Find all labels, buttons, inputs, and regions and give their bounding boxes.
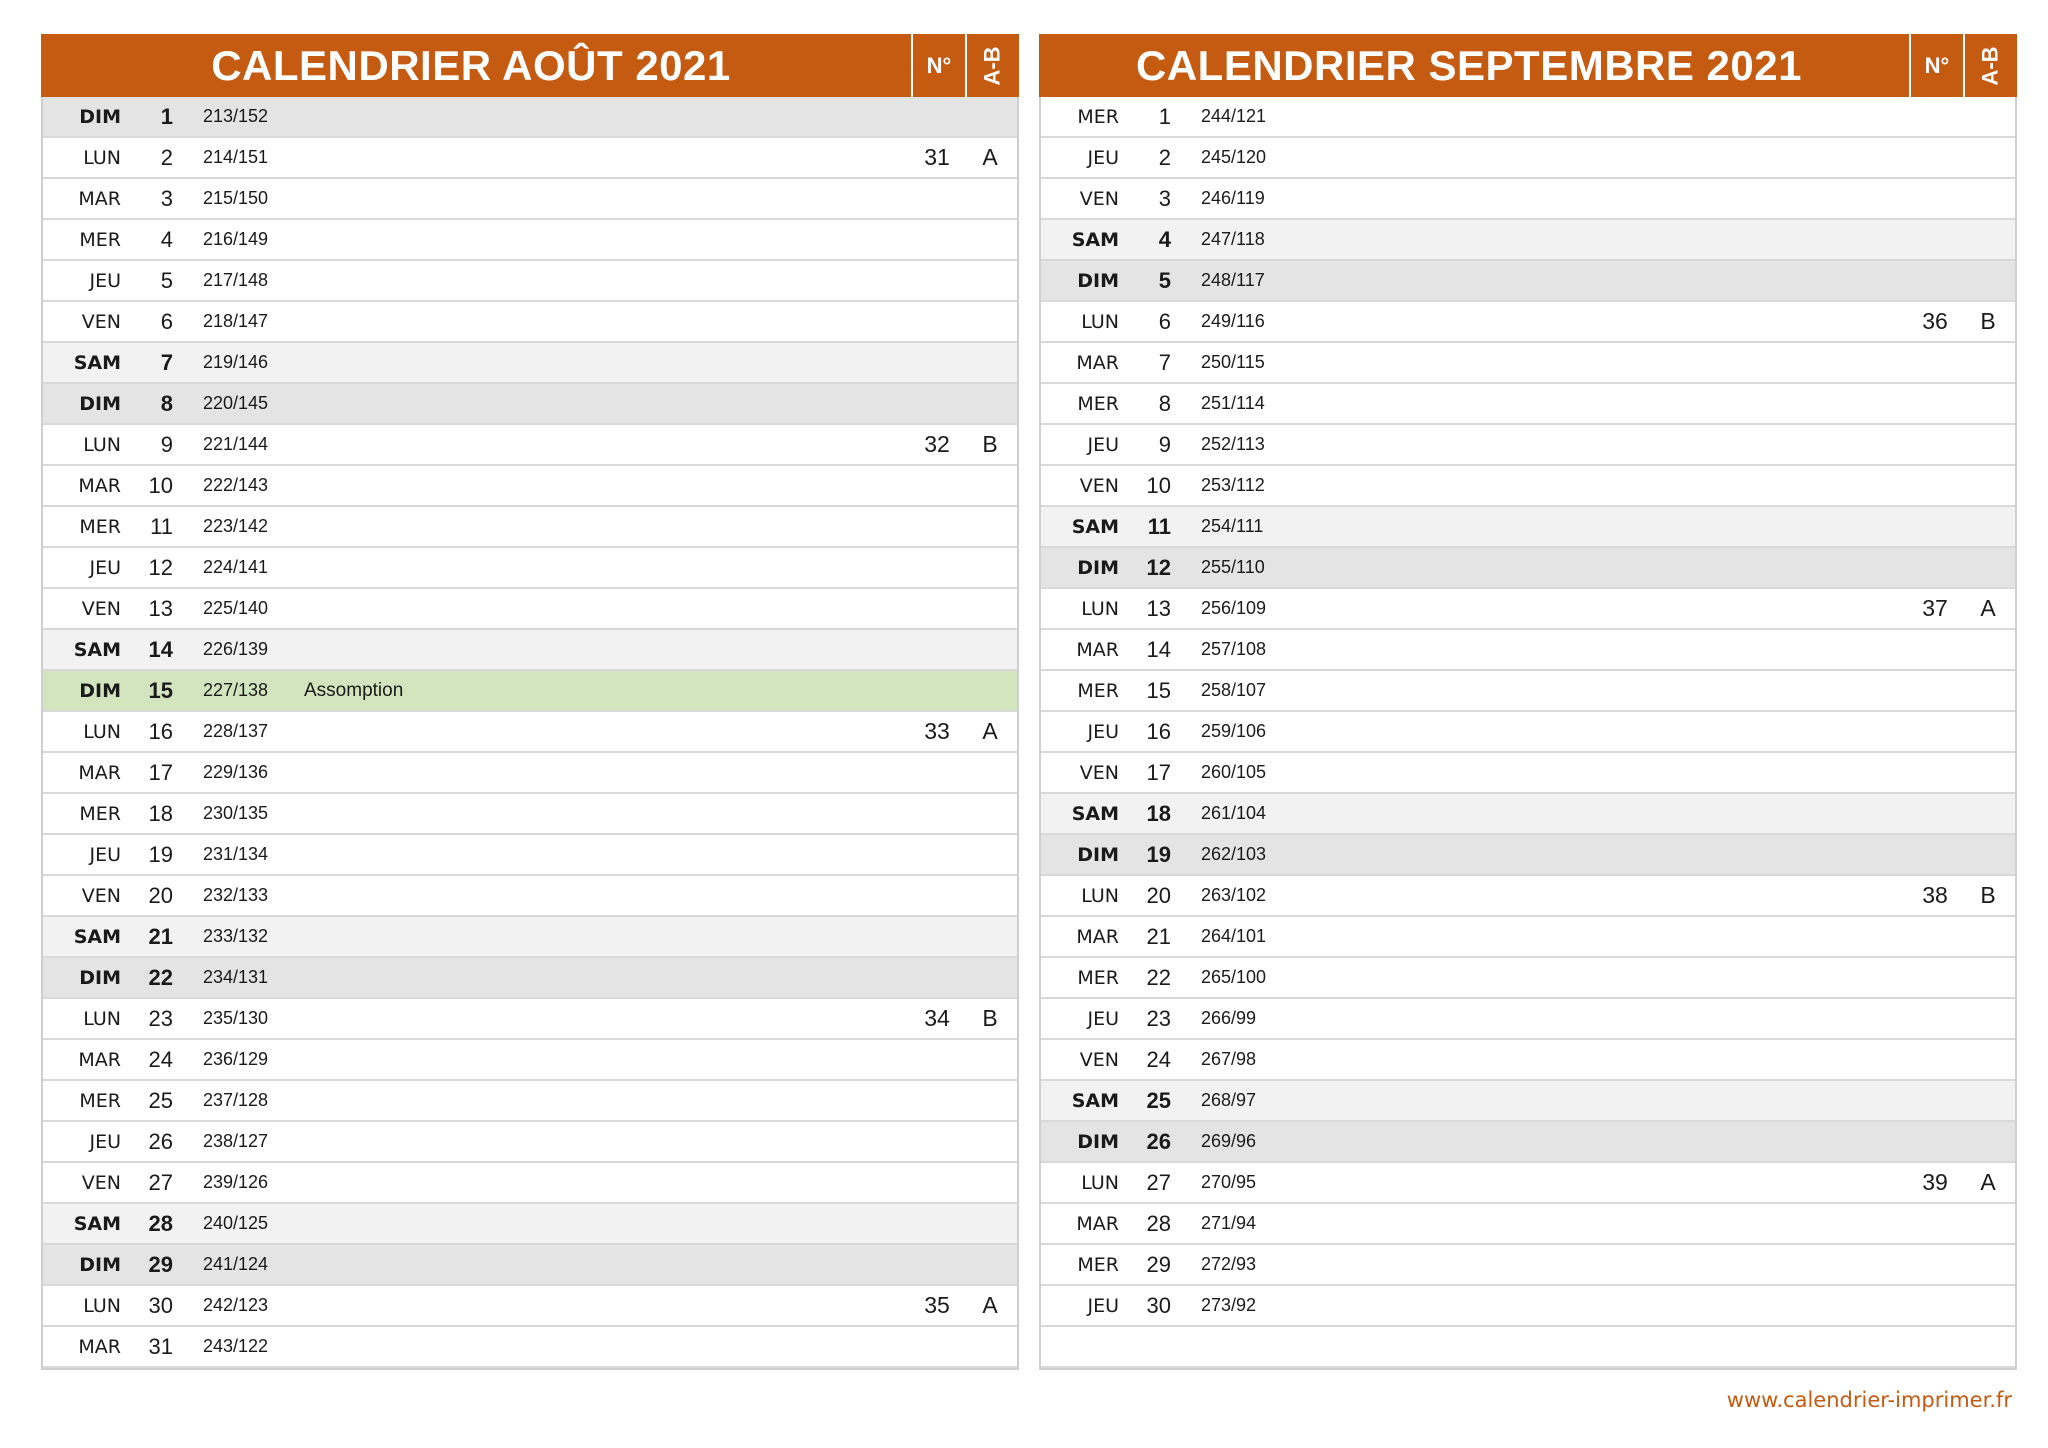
day-name: VEN <box>81 310 121 333</box>
day-number: 31 <box>148 1333 173 1359</box>
day-name: LUN <box>83 720 121 743</box>
day-number: 19 <box>1146 841 1171 867</box>
day-of-year: 264/101 <box>1201 926 1267 946</box>
day-name: MER <box>1077 679 1119 702</box>
day-name: SAM <box>1071 515 1119 538</box>
ab-week-header: A-B <box>965 34 1019 97</box>
day-number: 6 <box>1158 308 1171 334</box>
day-row <box>1041 1040 2015 1081</box>
day-name: DIM <box>79 679 121 702</box>
day-of-year: 220/145 <box>203 393 269 413</box>
footer-url[interactable]: www.calendrier-imprimer.fr <box>1726 1388 2012 1412</box>
day-of-year: 244/121 <box>1201 106 1267 126</box>
day-name: MER <box>1077 105 1119 128</box>
day-number: 21 <box>148 923 173 949</box>
day-of-year: 215/150 <box>203 188 269 208</box>
day-number: 8 <box>160 390 173 416</box>
day-name: VEN <box>81 1171 121 1194</box>
day-name: MAR <box>1076 1212 1119 1235</box>
day-row <box>1041 548 2015 589</box>
day-number: 29 <box>1146 1251 1171 1277</box>
day-row <box>1041 999 2015 1040</box>
day-of-year: 254/111 <box>1201 516 1264 536</box>
day-row <box>1041 179 2015 220</box>
day-of-year: 252/113 <box>1201 434 1265 454</box>
day-name: JEU <box>1087 146 1119 169</box>
day-row <box>1041 261 2015 302</box>
day-of-year: 243/122 <box>203 1336 269 1356</box>
day-number: 26 <box>148 1128 173 1154</box>
day-name: VEN <box>1079 474 1119 497</box>
day-row <box>1041 220 2015 261</box>
day-row <box>1041 425 2015 466</box>
day-name: MAR <box>1076 638 1119 661</box>
week-number: 38 <box>1922 882 1948 908</box>
day-of-year: 232/133 <box>203 885 269 905</box>
day-row <box>1041 1286 2015 1327</box>
day-number: 3 <box>1158 185 1171 211</box>
day-number: 17 <box>148 759 173 785</box>
day-number: 16 <box>148 718 173 744</box>
day-name: JEU <box>89 556 121 579</box>
day-number: 23 <box>1146 1005 1171 1031</box>
day-name: SAM <box>73 925 121 948</box>
week-number: 36 <box>1922 308 1948 334</box>
day-row <box>1041 712 2015 753</box>
day-row <box>43 712 1017 753</box>
day-row <box>43 589 1017 630</box>
day-of-year: 225/140 <box>203 598 269 618</box>
day-number: 28 <box>1146 1210 1171 1236</box>
day-number: 2 <box>160 144 173 170</box>
day-of-year: 259/106 <box>1201 721 1267 741</box>
day-name: JEU <box>1087 433 1119 456</box>
day-name: MAR <box>78 1048 121 1071</box>
day-number: 5 <box>160 267 173 293</box>
day-name: DIM <box>79 105 121 128</box>
day-name: VEN <box>81 884 121 907</box>
day-number: 16 <box>1146 718 1171 744</box>
day-number: 23 <box>148 1005 173 1031</box>
day-row <box>43 794 1017 835</box>
day-name: MER <box>1077 966 1119 989</box>
day-number: 4 <box>160 226 173 252</box>
day-name: MER <box>1077 392 1119 415</box>
day-row <box>43 876 1017 917</box>
day-name: SAM <box>73 638 121 661</box>
day-name: JEU <box>89 269 121 292</box>
day-row <box>1041 507 2015 548</box>
day-row <box>43 425 1017 466</box>
day-name: DIM <box>79 966 121 989</box>
day-of-year: 250/115 <box>1201 352 1265 372</box>
day-of-year: 239/126 <box>203 1172 269 1192</box>
day-of-year: 229/136 <box>203 762 269 782</box>
ab-week: B <box>982 1005 998 1031</box>
week-number: 39 <box>1922 1169 1948 1195</box>
day-number: 2 <box>1158 144 1171 170</box>
day-name: JEU <box>1087 1007 1119 1030</box>
day-of-year: 249/116 <box>1201 311 1265 331</box>
day-row <box>1041 958 2015 999</box>
day-number: 29 <box>148 1251 173 1277</box>
day-name: VEN <box>1079 187 1119 210</box>
week-number-header: N° <box>1909 34 1963 97</box>
day-of-year: 270/95 <box>1201 1172 1257 1192</box>
day-name: MAR <box>1076 925 1119 948</box>
day-name: DIM <box>79 392 121 415</box>
day-row <box>43 548 1017 589</box>
day-of-year: 216/149 <box>203 229 269 249</box>
day-of-year: 251/114 <box>1201 393 1265 413</box>
day-row <box>43 835 1017 876</box>
day-of-year: 222/143 <box>203 475 269 495</box>
day-of-year: 238/127 <box>203 1131 269 1151</box>
day-of-year: 223/142 <box>203 516 269 536</box>
ab-week: A <box>982 1292 998 1318</box>
day-number: 22 <box>148 964 173 990</box>
day-of-year: 230/135 <box>203 803 269 823</box>
ab-week: B <box>1980 882 1996 908</box>
day-of-year: 262/103 <box>1201 844 1267 864</box>
day-name: MAR <box>78 474 121 497</box>
day-of-year: 219/146 <box>203 352 269 372</box>
day-number: 7 <box>1158 349 1171 375</box>
day-name: DIM <box>1077 1130 1119 1153</box>
day-number: 5 <box>1158 267 1171 293</box>
day-number: 28 <box>148 1210 173 1236</box>
day-row <box>43 1286 1017 1327</box>
day-name: JEU <box>89 1130 121 1153</box>
day-row <box>43 384 1017 425</box>
day-number: 27 <box>148 1169 173 1195</box>
day-name: LUN <box>83 433 121 456</box>
day-row <box>43 753 1017 794</box>
day-row <box>43 917 1017 958</box>
day-of-year: 257/108 <box>1201 639 1267 659</box>
day-row <box>43 302 1017 343</box>
day-row <box>43 1081 1017 1122</box>
ab-week: A <box>1980 595 1996 621</box>
day-row <box>43 1122 1017 1163</box>
day-name: SAM <box>1071 802 1119 825</box>
day-number: 9 <box>160 431 173 457</box>
day-of-year: 256/109 <box>1201 598 1267 618</box>
week-number: 32 <box>924 431 950 457</box>
day-name: SAM <box>1071 228 1119 251</box>
day-row <box>43 343 1017 384</box>
day-row <box>43 671 1017 712</box>
day-number: 17 <box>1146 759 1171 785</box>
day-row <box>1041 794 2015 835</box>
day-of-year: 221/144 <box>203 434 269 454</box>
day-of-year: 218/147 <box>203 311 269 331</box>
day-number: 11 <box>150 513 173 539</box>
day-number: 12 <box>148 554 173 580</box>
day-number: 30 <box>1146 1292 1171 1318</box>
day-name: LUN <box>1081 310 1119 333</box>
day-of-year: 242/123 <box>203 1295 269 1315</box>
day-of-year: 266/99 <box>1201 1008 1257 1028</box>
day-row <box>43 958 1017 999</box>
day-number: 9 <box>1158 431 1171 457</box>
empty-row <box>1041 1327 2015 1368</box>
day-name: LUN <box>83 146 121 169</box>
day-of-year: 236/129 <box>203 1049 269 1069</box>
day-number: 10 <box>148 472 173 498</box>
day-row <box>1041 138 2015 179</box>
day-name: LUN <box>1081 884 1119 907</box>
day-of-year: 237/128 <box>203 1090 269 1110</box>
ab-week: B <box>982 431 998 457</box>
day-row <box>43 261 1017 302</box>
day-of-year: 271/94 <box>1201 1213 1257 1233</box>
day-name: MER <box>1077 1253 1119 1276</box>
day-number: 7 <box>160 349 173 375</box>
day-of-year: 269/96 <box>1201 1131 1257 1151</box>
day-number: 3 <box>160 185 173 211</box>
day-row <box>43 1204 1017 1245</box>
day-row <box>1041 1122 2015 1163</box>
ab-week: A <box>982 144 998 170</box>
day-row <box>43 999 1017 1040</box>
day-name: MER <box>79 515 121 538</box>
day-of-year: 272/93 <box>1201 1254 1257 1274</box>
day-of-year: 255/110 <box>1201 557 1265 577</box>
day-number: 20 <box>148 882 173 908</box>
day-number: 30 <box>148 1292 173 1318</box>
day-of-year: 217/148 <box>203 270 269 290</box>
day-number: 10 <box>1146 472 1171 498</box>
day-name: MAR <box>78 1335 121 1358</box>
day-row <box>1041 1163 2015 1204</box>
day-number: 22 <box>1146 964 1171 990</box>
day-number: 15 <box>1146 677 1171 703</box>
calendar-rows <box>1041 97 2015 1368</box>
week-number: 34 <box>924 1005 950 1031</box>
day-of-year: 235/130 <box>203 1008 269 1028</box>
day-of-year: 241/124 <box>203 1254 269 1274</box>
day-of-year: 240/125 <box>203 1213 269 1233</box>
day-of-year: 228/137 <box>203 721 269 741</box>
day-name: DIM <box>1077 843 1119 866</box>
day-of-year: 234/131 <box>203 967 269 987</box>
day-number: 24 <box>148 1046 173 1072</box>
day-row <box>43 1040 1017 1081</box>
day-number: 13 <box>1146 595 1171 621</box>
day-row <box>43 179 1017 220</box>
day-row <box>43 630 1017 671</box>
day-of-year: 214/151 <box>203 147 269 167</box>
day-row <box>1041 630 2015 671</box>
ab-week: A <box>982 718 998 744</box>
calendar-rows <box>43 97 1017 1368</box>
calendar-header <box>41 34 1019 97</box>
week-number-header: N° <box>911 34 965 97</box>
day-number: 14 <box>1146 636 1171 662</box>
day-row <box>1041 466 2015 507</box>
day-of-year: 261/104 <box>1201 803 1267 823</box>
day-number: 18 <box>148 800 173 826</box>
day-row <box>1041 835 2015 876</box>
day-name: SAM <box>73 1212 121 1235</box>
day-name: JEU <box>89 843 121 866</box>
calendar-august <box>41 34 1019 1370</box>
day-of-year: 263/102 <box>1201 885 1267 905</box>
day-name: LUN <box>1081 1171 1119 1194</box>
day-name: LUN <box>83 1007 121 1030</box>
calendar-title: CALENDRIER SEPTEMBRE 2021 <box>1136 41 1802 89</box>
day-row <box>1041 1245 2015 1286</box>
day-of-year: 248/117 <box>1201 270 1265 290</box>
day-name: JEU <box>1087 720 1119 743</box>
day-number: 11 <box>1147 513 1171 539</box>
day-row <box>1041 753 2015 794</box>
day-of-year: 258/107 <box>1201 680 1267 700</box>
day-number: 25 <box>148 1087 173 1113</box>
calendar-header <box>1039 34 2017 97</box>
day-number: 25 <box>1146 1087 1171 1113</box>
day-number: 14 <box>148 636 173 662</box>
calendar-september <box>1039 34 2017 1370</box>
week-number: 31 <box>924 144 950 170</box>
day-of-year: 233/132 <box>203 926 269 946</box>
week-number: 33 <box>924 718 950 744</box>
ab-week: A <box>1980 1169 1996 1195</box>
day-name: MER <box>79 802 121 825</box>
day-name: MAR <box>78 187 121 210</box>
day-of-year: 226/139 <box>203 639 269 659</box>
day-name: LUN <box>1081 597 1119 620</box>
day-name: SAM <box>1071 1089 1119 1112</box>
day-name: VEN <box>81 597 121 620</box>
day-row <box>1041 1081 2015 1122</box>
day-of-year: 245/120 <box>1201 147 1267 167</box>
day-row <box>1041 589 2015 630</box>
day-number: 20 <box>1146 882 1171 908</box>
day-name: VEN <box>1079 761 1119 784</box>
day-number: 27 <box>1146 1169 1171 1195</box>
day-name: MAR <box>78 761 121 784</box>
day-row <box>1041 384 2015 425</box>
day-row <box>1041 343 2015 384</box>
day-of-year: 227/138 <box>203 680 269 700</box>
day-row <box>43 507 1017 548</box>
day-of-year: 268/97 <box>1201 1090 1257 1110</box>
day-name: DIM <box>1077 556 1119 579</box>
day-row <box>1041 1204 2015 1245</box>
day-number: 26 <box>1146 1128 1171 1154</box>
day-row <box>1041 917 2015 958</box>
week-number: 37 <box>1922 595 1948 621</box>
day-name: DIM <box>1077 269 1119 292</box>
day-name: MER <box>79 1089 121 1112</box>
day-row <box>1041 671 2015 712</box>
day-name: SAM <box>73 351 121 374</box>
week-number: 35 <box>924 1292 950 1318</box>
ab-week: B <box>1980 308 1996 334</box>
day-of-year: 247/118 <box>1201 229 1265 249</box>
day-name: MER <box>79 228 121 251</box>
day-number: 8 <box>1158 390 1171 416</box>
day-of-year: 224/141 <box>203 557 269 577</box>
day-row <box>43 1163 1017 1204</box>
day-name: VEN <box>1079 1048 1119 1071</box>
day-number: 4 <box>1158 226 1171 252</box>
calendar-title: CALENDRIER AOÛT 2021 <box>211 41 731 89</box>
day-row <box>1041 302 2015 343</box>
day-row <box>43 1327 1017 1368</box>
day-row <box>43 1245 1017 1286</box>
day-number: 1 <box>1158 103 1171 129</box>
day-of-year: 260/105 <box>1201 762 1267 782</box>
event-label: Assomption <box>304 679 404 701</box>
day-name: DIM <box>79 1253 121 1276</box>
day-number: 6 <box>160 308 173 334</box>
day-number: 21 <box>1146 923 1171 949</box>
day-row <box>43 97 1017 138</box>
day-of-year: 231/134 <box>203 844 269 864</box>
day-name: MAR <box>1076 351 1119 374</box>
day-of-year: 213/152 <box>203 106 269 126</box>
day-of-year: 246/119 <box>1201 188 1265 208</box>
day-row <box>1041 876 2015 917</box>
day-number: 18 <box>1146 800 1171 826</box>
day-row <box>43 466 1017 507</box>
day-number: 24 <box>1146 1046 1171 1072</box>
day-of-year: 273/92 <box>1201 1295 1257 1315</box>
day-name: LUN <box>83 1294 121 1317</box>
day-number: 13 <box>148 595 173 621</box>
day-number: 12 <box>1146 554 1171 580</box>
day-row <box>43 138 1017 179</box>
day-row <box>1041 97 2015 138</box>
ab-week-header: A-B <box>1963 34 2017 97</box>
day-of-year: 265/100 <box>1201 967 1267 987</box>
day-of-year: 267/98 <box>1201 1049 1257 1069</box>
day-name: JEU <box>1087 1294 1119 1317</box>
day-number: 1 <box>160 103 173 129</box>
day-number: 19 <box>148 841 173 867</box>
day-row <box>43 220 1017 261</box>
day-number: 15 <box>148 677 173 703</box>
day-of-year: 253/112 <box>1201 475 1265 495</box>
